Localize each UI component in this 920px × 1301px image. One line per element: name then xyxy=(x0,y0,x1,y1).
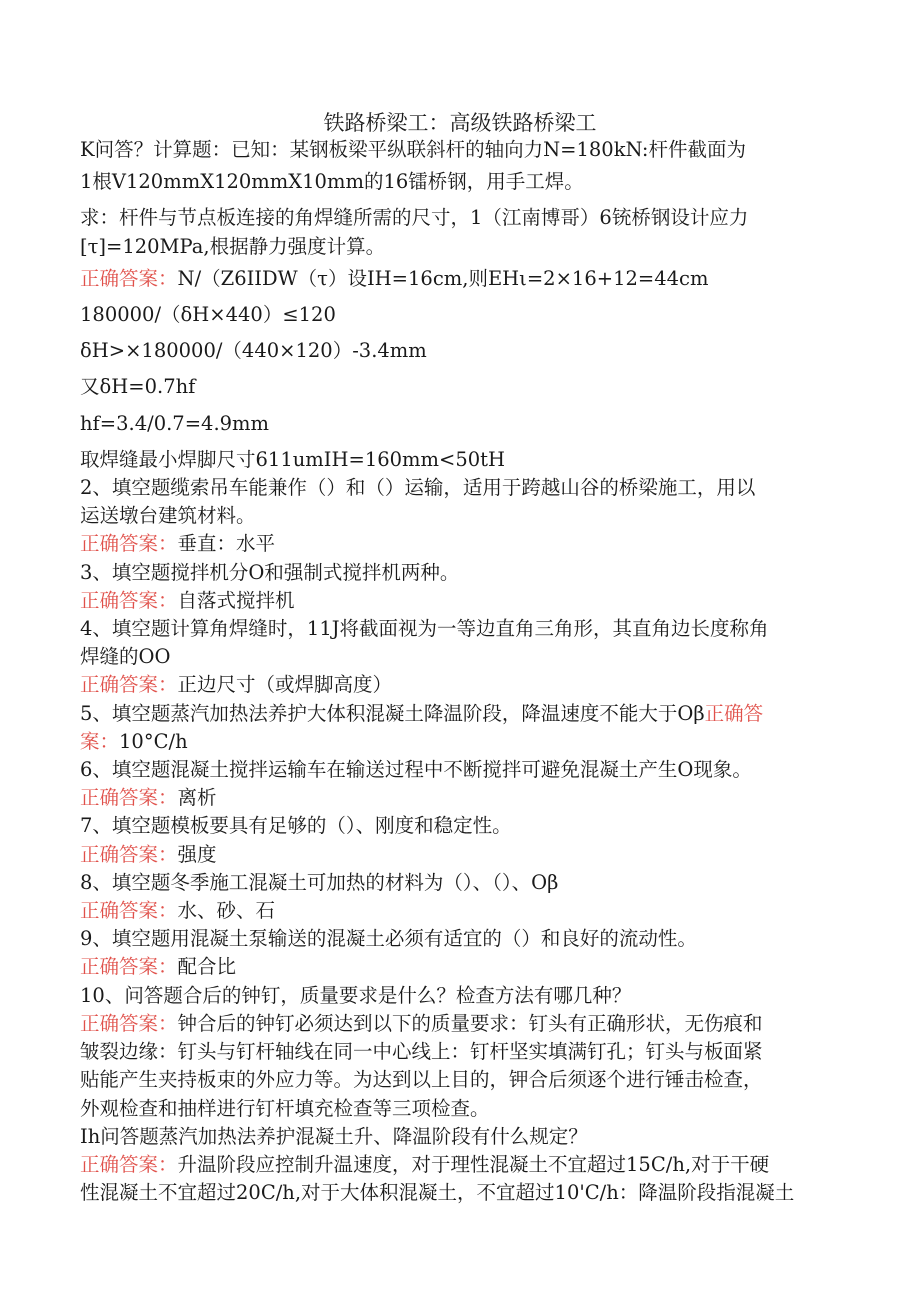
answer-2 xyxy=(80,530,840,558)
question-8: 8、填空题冬季施工混凝土可加热的材料为（）、（）、Oβ xyxy=(80,870,559,894)
answer-6-text: 离析 xyxy=(177,786,217,810)
question-4-line-1: 4、填空题计算角焊缝时，11J将截面视为一等边直角三角形，其直角边长度称角 xyxy=(80,617,769,641)
answer-10-line-3: 贴能产生夹持板束的外应力等。为达到以上目的，钾合后须逐个进行锤击检查， xyxy=(80,1068,763,1092)
answer-8 xyxy=(80,897,840,925)
answer-label: 正确答案： xyxy=(80,786,178,810)
answer-8-text: 水、砂、石 xyxy=(177,899,276,923)
question-9: 9、填空题用混凝土泵输送的混凝土必须有适宜的（）和良好的流动性。 xyxy=(80,927,697,951)
question-1-line-3: 求：杆件与节点板连接的角焊缝所需的尺寸，1（江南博哥）6铳桥钢设计应力 xyxy=(80,206,749,230)
answer-10-line-1 xyxy=(80,1010,840,1038)
answer-10-line-2: 皱裂边缘：钉头与钉杆轴线在同一中心线上：钉杆坚实填满钉孔；钉头与板面紧 xyxy=(80,1040,763,1064)
answer-5-text: 10°C∕h xyxy=(119,729,188,753)
answer-1-line-1 xyxy=(80,265,840,293)
question-2-line-2: 运送墩台建筑材料。 xyxy=(80,504,256,528)
answer-label: 正确答案： xyxy=(80,673,178,697)
answer-label: 正确答案： xyxy=(80,588,178,612)
question-5-text: 5、填空题蒸汽加热法养护大体积混凝土降温阶段，降温速度不能大于Oβ xyxy=(80,701,705,725)
answer-1-line-3: δH>×180000/（440×120）-3.4mm xyxy=(80,339,427,363)
question-2-line-1: 2、填空题缆索吊车能兼作（）和（）运输，适用于跨越山谷的桥梁施工，用以 xyxy=(80,476,756,500)
answer-7 xyxy=(80,841,840,869)
answer-1-text: N/（Z6IIDW（τ）设IH=16cm,则EHι=2×16+12=44cm xyxy=(177,266,709,290)
answer-9 xyxy=(80,953,840,981)
question-3: 3、填空题搅拌机分O和强制式搅拌机两种。 xyxy=(80,560,460,584)
answer-10-line-4: 外观检查和抽样进行钉杆填充检查等三项检查。 xyxy=(80,1096,490,1120)
answer-6 xyxy=(80,784,840,812)
answer-4 xyxy=(80,671,840,699)
answer-1-line-6: 取焊缝最小焊脚尺寸611umIH=160mm<50tH xyxy=(80,447,506,471)
answer-1-line-4: 又δH=0.7hf xyxy=(80,375,196,399)
answer-3-text: 自落式搅拌机 xyxy=(177,588,295,612)
question-10: 10、问答题合后的钟钉，质量要求是什么？检查方法有哪几种？ xyxy=(80,983,632,1007)
question-5-line-1 xyxy=(80,700,840,728)
question-1-line-2: 1根V120mmX120mmX10mm的16镭桥钢，用手工焊。 xyxy=(80,170,584,194)
answer-label-part-2: 案： xyxy=(80,729,120,753)
page-title: 铁路桥梁工：高级铁路桥梁工 xyxy=(323,111,597,135)
answer-7-text: 强度 xyxy=(177,842,217,866)
question-1-line-1: K问答？计算题：已知：某钢板梁平纵联斜杆的轴向力N=180kN:杆件截面为 xyxy=(80,138,746,161)
answer-2-text: 垂直：水平 xyxy=(177,532,276,556)
question-4-line-2: 焊缝的OO xyxy=(80,645,171,669)
answer-label: 正确答案： xyxy=(80,899,178,923)
answer-11-line-1 xyxy=(80,1151,840,1179)
answer-5 xyxy=(80,728,840,756)
question-11: Ih问答题蒸汽加热法养护混凝土升、降温阶段有什么规定？ xyxy=(80,1124,588,1148)
answer-11-line-2: 性混凝土不宜超过20C∕h,对于大体积混凝土，不宜超过10'C∕h：降温阶段指混凝土 xyxy=(80,1181,795,1205)
question-7: 7、填空题模板要具有足够的（）、刚度和稳定性。 xyxy=(80,814,512,838)
answer-label-part-1: 正确答 xyxy=(704,701,764,725)
answer-3 xyxy=(80,587,840,615)
answer-11-text: 升温阶段应控制升温速度，对于理性混凝土不宜超过15C∕h,对于干硬 xyxy=(177,1152,770,1176)
answer-label: 正确答案： xyxy=(80,1011,178,1035)
answer-label: 正确答案： xyxy=(80,1152,178,1176)
document-body xyxy=(80,136,840,1207)
answer-label: 正确答案： xyxy=(80,266,178,290)
answer-1-line-2: 180000/（δH×440）≤120 xyxy=(80,303,336,327)
question-6: 6、填空题混凝土搅拌运输车在输送过程中不断搅拌可避免混凝土产生O现象。 xyxy=(80,758,752,782)
answer-label: 正确答案： xyxy=(80,532,178,556)
answer-4-text: 正边尺寸（或焊脚高度） xyxy=(177,673,393,697)
answer-9-text: 配合比 xyxy=(177,955,237,979)
answer-1-line-5: hf=3.4/0.7=4.9mm xyxy=(80,411,270,435)
answer-label: 正确答案： xyxy=(80,955,178,979)
answer-10-text: 钟合后的钟钉必须达到以下的质量要求：钉头有正确形状，无伤痕和 xyxy=(177,1011,763,1035)
answer-label: 正确答案： xyxy=(80,842,178,866)
question-1-line-4: [τ]=120MPa,根据静力强度计算。 xyxy=(80,234,386,258)
